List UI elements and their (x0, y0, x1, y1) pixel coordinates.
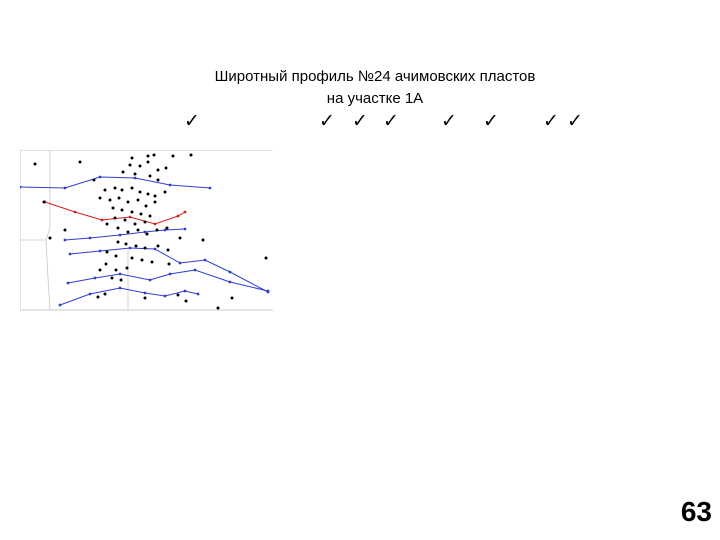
slide-title-line-2: на участке 1А (326, 90, 424, 107)
well-dot (165, 167, 168, 170)
well-dot (117, 227, 120, 230)
well-dot (167, 249, 170, 252)
well-dot (106, 251, 109, 254)
well-dot (145, 205, 148, 208)
well-dot (49, 237, 52, 240)
well-dot (43, 201, 46, 204)
well-dot (115, 269, 118, 272)
profile-vertex (179, 262, 182, 265)
profile-vertex (144, 292, 147, 295)
profile-vertex (99, 250, 102, 253)
well-dot (127, 201, 130, 204)
well-location-map (20, 150, 273, 312)
well-dot (109, 199, 112, 202)
profile-vertex (119, 234, 122, 237)
profile-vertex (119, 273, 122, 276)
checkmark-icon: ✓ (483, 110, 499, 132)
profile-line (68, 270, 268, 291)
well-dot (131, 211, 134, 214)
well-dot (151, 261, 154, 264)
checkmark-icon: ✓ (567, 110, 583, 132)
well-dot (111, 277, 114, 280)
checkmark-icon: ✓ (184, 110, 200, 132)
well-dot (127, 231, 130, 234)
well-dot (115, 255, 118, 258)
well-dot (144, 247, 147, 250)
checkmark-icon: ✓ (352, 110, 368, 132)
well-dot (104, 293, 107, 296)
well-dot (106, 223, 109, 226)
well-dot (153, 154, 156, 157)
profile-vertex (169, 184, 172, 187)
well-dot (134, 223, 137, 226)
profile-vertex (129, 247, 132, 250)
checkmark-icon: ✓ (319, 110, 335, 132)
well-dot (157, 179, 160, 182)
map-frame (20, 150, 273, 310)
profile-vertex (149, 279, 152, 282)
profile-vertex (119, 287, 122, 290)
well-dot (112, 207, 115, 210)
checkmark-icon: ✓ (543, 110, 559, 132)
well-dot (131, 257, 134, 260)
well-dot (144, 297, 147, 300)
well-dot (97, 296, 100, 299)
profile-vertex (134, 177, 137, 180)
well-dot (135, 245, 138, 248)
profile-vertex (74, 211, 77, 214)
profile-lines (20, 176, 269, 307)
well-dot (64, 229, 67, 232)
well-dot (177, 294, 180, 297)
well-dot (122, 171, 125, 174)
well-dot (144, 221, 147, 224)
profile-vertex (229, 271, 232, 274)
well-dot (202, 239, 205, 242)
profile-vertex (154, 223, 157, 226)
well-dot (157, 245, 160, 248)
profile-line (45, 202, 185, 224)
checkmark-icon: ✓ (441, 110, 457, 132)
profile-line (65, 229, 185, 240)
well-dot (139, 191, 142, 194)
well-dot (105, 263, 108, 266)
profile-vertex (267, 290, 270, 293)
profile-vertex (204, 259, 207, 262)
profile-vertex (64, 239, 67, 242)
profile-vertex (20, 186, 21, 189)
well-dot (99, 269, 102, 272)
well-dot (149, 215, 152, 218)
well-dot (140, 213, 143, 216)
profile-vertex (89, 237, 92, 240)
well-dot (185, 300, 188, 303)
profile-vertex (129, 216, 132, 219)
well-dot (166, 227, 169, 230)
profile-vertex (64, 187, 67, 190)
well-dot (146, 233, 149, 236)
profile-vertex (94, 277, 97, 280)
slide-title-line-1: Широтный профиль №24 ачимовских пластов (214, 68, 536, 85)
well-dot (131, 187, 134, 190)
well-dot (141, 259, 144, 262)
profile-vertex (164, 295, 167, 298)
profile-vertex (209, 187, 212, 190)
well-dot (265, 257, 268, 260)
well-dot (118, 197, 121, 200)
well-dot (120, 279, 123, 282)
well-dot (117, 241, 120, 244)
well-dot (121, 189, 124, 192)
well-dot (157, 169, 160, 172)
well-dot (121, 209, 124, 212)
well-dot (134, 173, 137, 176)
profile-vertex (101, 219, 104, 222)
profile-vertex (67, 282, 70, 285)
profile-vertex (154, 248, 157, 251)
well-dot (147, 193, 150, 196)
profile-vertex (197, 293, 200, 296)
well-dot (147, 161, 150, 164)
checkmark-icon: ✓ (383, 110, 399, 132)
profile-vertex (59, 304, 62, 307)
profile-vertex (229, 281, 232, 284)
well-dot (124, 219, 127, 222)
well-dot (154, 195, 157, 198)
page-number: 63 (680, 496, 712, 527)
well-dot (137, 199, 140, 202)
profile-vertex (184, 228, 187, 231)
checkmark-row (0, 108, 720, 138)
well-dot (154, 201, 157, 204)
well-dot (114, 217, 117, 220)
well-dot (168, 263, 171, 266)
well-dot (137, 229, 140, 232)
well-dot (190, 154, 193, 157)
well-dot (149, 175, 152, 178)
profile-vertex (184, 211, 187, 214)
profile-vertex (89, 293, 92, 296)
slide-title (150, 66, 600, 110)
well-dot (164, 191, 167, 194)
map-border (20, 150, 273, 310)
well-dot (139, 165, 142, 168)
profile-vertex (99, 176, 102, 179)
well-dot (217, 307, 220, 310)
well-dot (125, 243, 128, 246)
well-dot (34, 163, 37, 166)
profile-vertex (184, 290, 187, 293)
well-dot (114, 187, 117, 190)
well-dot (79, 161, 82, 164)
well-dot (126, 267, 129, 270)
profile-vertex (194, 269, 197, 272)
well-dot (231, 297, 234, 300)
well-dot (147, 155, 150, 158)
profile-line (60, 288, 198, 305)
profile-vertex (69, 253, 72, 256)
license-boundary (46, 150, 50, 310)
profile-line (20, 177, 210, 188)
profile-vertex (177, 215, 180, 218)
well-dot (129, 164, 132, 167)
profile-vertex (169, 273, 172, 276)
well-dot (104, 189, 107, 192)
well-dot (179, 237, 182, 240)
well-dot (131, 157, 134, 160)
well-dot (156, 229, 159, 232)
well-dot (172, 155, 175, 158)
well-dot (93, 179, 96, 182)
well-dot (99, 197, 102, 200)
